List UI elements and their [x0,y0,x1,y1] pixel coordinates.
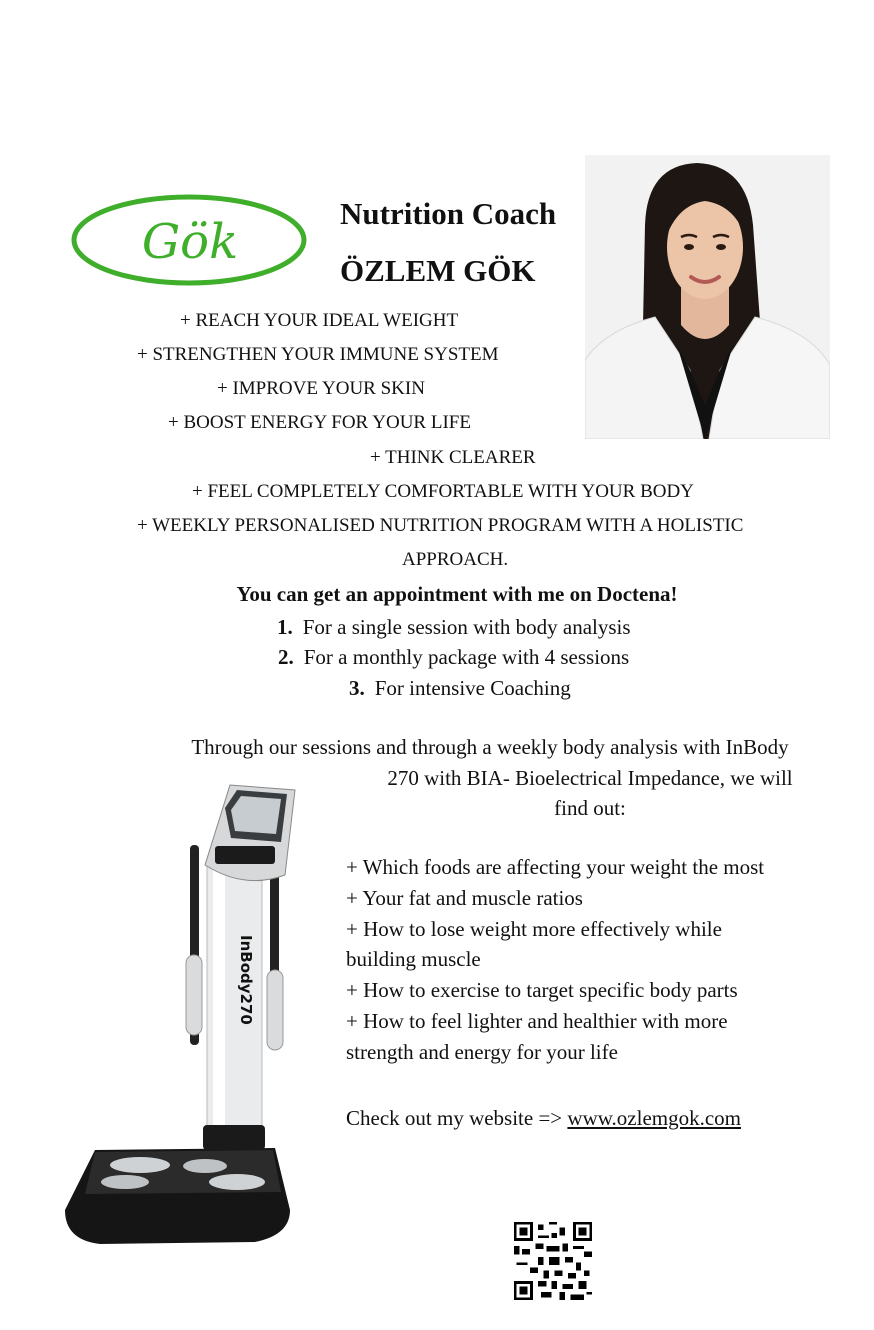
benefit-7: + WEEKLY PERSONALISED NUTRITION PROGRAM WITH A HOLISTIC [137,515,744,536]
benefit-4: + BOOST ENERGY FOR YOUR LIFE [168,412,471,433]
gok-logo [70,192,308,288]
benefit-5: + THINK CLEARER [370,447,536,468]
benefit-7-cont: APPROACH. [402,549,509,570]
finding-item: + Which foods are affecting your weight the most [346,855,765,879]
analysis-paragraph: Through our sessions and through a weekly body analysis with InBody 270 with BIA- Bioelectrical Impedance, we will find out: [191,735,793,820]
finding-item: + How to feel lighter and healthier with more [346,1008,728,1033]
finding-item: + How to lose weight more effectively while [346,916,722,941]
finding-item: strength and energy for your life [346,1039,618,1064]
logo-text: Gök [141,214,239,270]
finding-item: building muscle [346,947,481,972]
benefit-3: + IMPROVE YOUR SKIN [217,378,425,399]
benefit-2: + STRENGTHEN YOUR IMMUNE SYSTEM [137,344,499,365]
finding-item: + How to exercise to target specific body parts [346,978,738,1003]
coach-name: ÖZLEM GÖK [340,253,536,288]
qr-code[interactable] [514,1222,592,1300]
finding-item: + Your fat and muscle ratios [346,885,583,910]
website-line: Check out my website => www.ozlemgok.com [346,1106,742,1130]
findings-list [346,852,826,1068]
device-label: InBody270 [237,935,255,1025]
role-title: Nutrition Coach [340,196,557,231]
option-1: 1. For a single session with body analysis [277,615,631,639]
benefit-6: + FEEL COMPLETELY COMFORTABLE WITH YOUR BODY [192,481,694,502]
coach-portrait [585,155,830,439]
option-3: 3. For intensive Coaching [349,676,571,700]
option-2: 2. For a monthly package with 4 sessions [278,645,630,669]
appointment-heading: You can get an appointment with me on Doctena! [236,582,678,606]
website-link[interactable]: www.ozlemgok.com [567,1106,742,1130]
inbody-device-image [55,780,300,1255]
benefit-1: + REACH YOUR IDEAL WEIGHT [180,310,459,331]
